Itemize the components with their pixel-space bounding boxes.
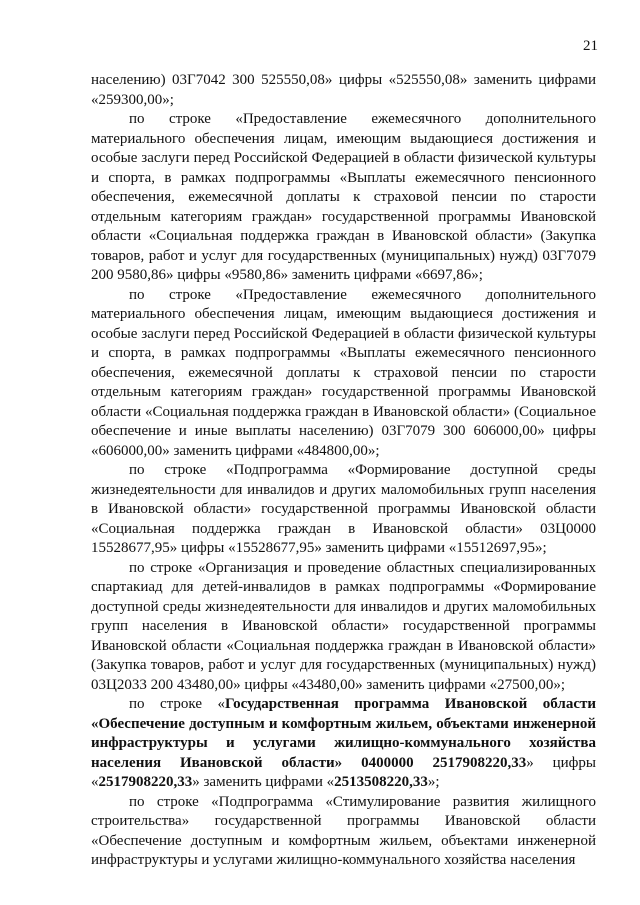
text-run: населению) 03Г7042 300 525550,08» цифры «525550,08» заменить цифрами «259300,00»; <box>91 72 596 108</box>
text-run: » цифры « <box>91 754 596 790</box>
paragraph <box>91 793 596 871</box>
document-body <box>91 71 596 871</box>
page-number: 21 <box>583 38 598 54</box>
text-run: по строке « <box>129 696 225 712</box>
text-run: по строке «Подпрограмма «Стимулирование развития жилищного строительства» государственной программы Ивановской области «Обеспечение доступным и комфортным жильем, объектами инженерной инфраструктуры и услугами жилищно-коммунального хозяйства населения <box>91 793 596 868</box>
text-run: » заменить цифрами « <box>192 774 335 790</box>
paragraph <box>91 695 596 793</box>
bold-text-run: 2513508220,33 <box>334 774 428 790</box>
bold-text-run: 2517908220,33 <box>98 774 193 790</box>
text-run: по строке «Подпрограмма «Формирование доступной среды жизнедеятельности для инвалидов и других маломобильных групп населения в Ивановской области» государственной программы Ивановской области «Социальная поддержка граждан в Ивановской области» 03Ц0000 15528677,95» цифры «15528677,95» заменить цифрами «15512697,95»; <box>91 462 596 556</box>
paragraph <box>91 110 596 286</box>
paragraph <box>91 559 596 696</box>
paragraph <box>91 461 596 559</box>
text-run: по строке «Организация и проведение областных специализированных спартакиад для детей-инвалидов в рамках подпрограммы «Формирование доступной среды жизнедеятельности для инвалидов и других маломобильных групп населения в Ивановской области» государственной программы Ивановской области «Социальная поддержка граждан в Ивановской области» (Закупка товаров, работ и услуг для государственных (муниципальных) нужд) 03Ц2033 200 43480,00» цифры «43480,00» заменить цифрами «27500,00»; <box>91 559 596 693</box>
text-run: по строке «Предоставление ежемесячного дополнительного материального обеспечения лицам, имеющим выдающиеся достижения и особые заслуги перед Российской Федерацией в области физической культуры и спорта, в рамках подпрограммы «Выплаты ежемесячного пенсионного обеспечения, ежемесячной доплаты к страховой пенсии по старости отдельным категориям граждан» государственной программы Ивановской области «Социальная поддержка граждан в Ивановской области» (Социальное обеспечение и иные выплаты населению) 03Г7079 300 606000,00» цифры «606000,00» заменить цифрами «484800,00»; <box>91 286 596 459</box>
text-run: по строке «Предоставление ежемесячного дополнительного материального обеспечения лицам, имеющим выдающиеся достижения и особые заслуги перед Российской Федерацией в области физической культуры и спорта, в рамках подпрограммы «Выплаты ежемесячного пенсионного обеспечения, ежемесячной доплаты к страховой пенсии по старости отдельным категориям граждан» государственной программы Ивановской области «Социальная поддержка граждан в Ивановской области» (Закупка товаров, работ и услуг для государственных (муниципальных) нужд) 03Г7079 200 9580,86» цифры «9580,86» заменить цифрами «6697,86»; <box>91 111 596 283</box>
text-run: »; <box>427 774 440 790</box>
bold-text-run: Государственная программа Ивановской области «Обеспечение доступным и комфортным жильем, объектами инженерной инфраструктуры и услугами жилищно-коммунального хозяйства населения Ивановской области» 0400000 2517908220,33 <box>91 696 596 771</box>
paragraph <box>91 286 596 462</box>
paragraph <box>91 71 596 110</box>
